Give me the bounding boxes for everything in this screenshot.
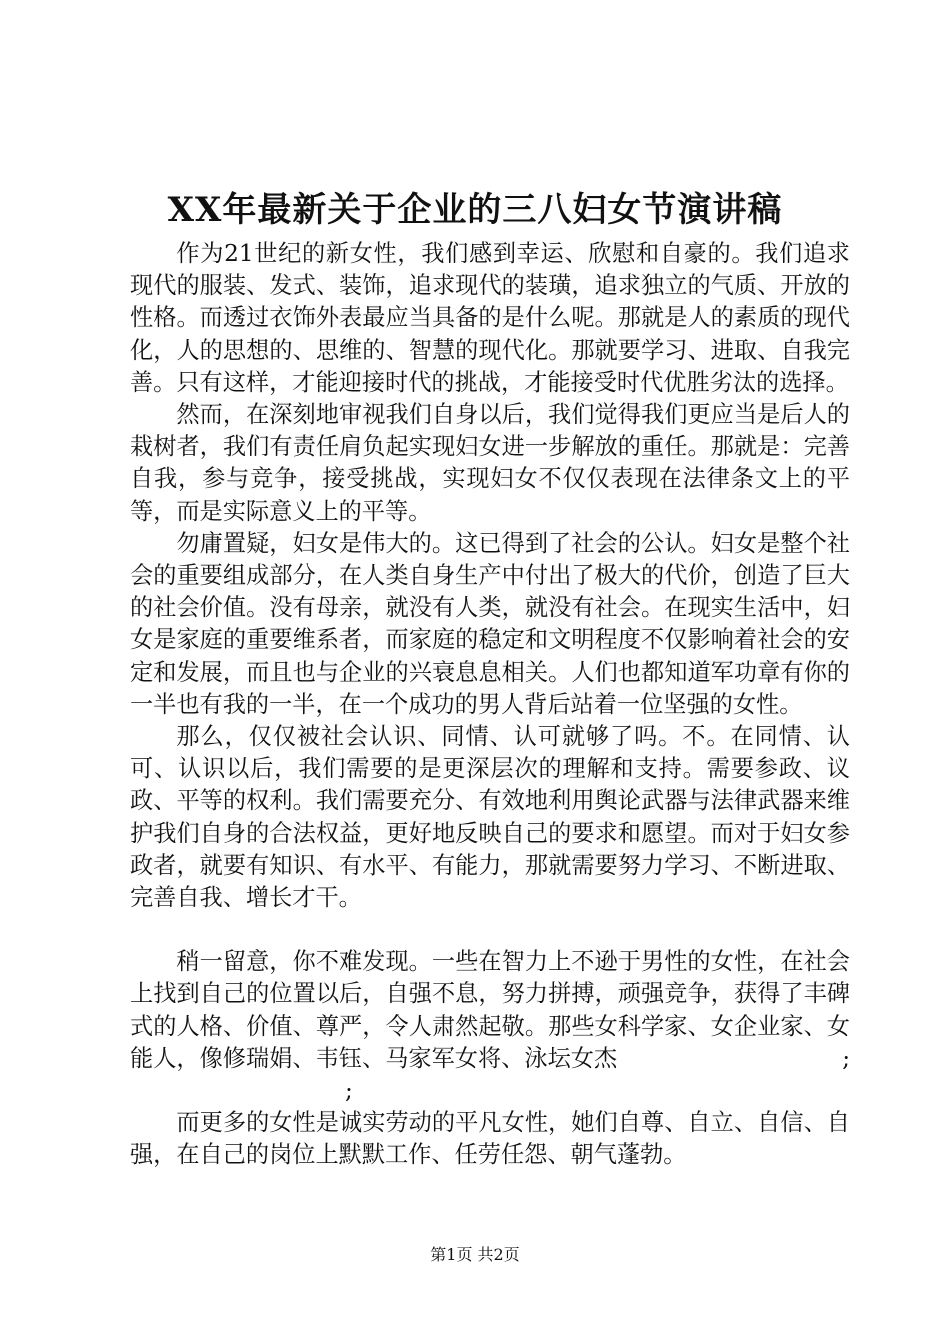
paragraph-5-text: 稍一留意，你不难发现。一些在智力上不逊于男性的女性，在社会上找到自己的位置以后，自强不息，努力拼搏，顽强竞争，获得了丰碑式的人格、价值、尊严，令人肃然起敬。那些女科学家、女企业家、女能人，像修瑞娟、韦钰、马家军女将、泳坛女杰 <box>130 948 850 1072</box>
paragraph-2: 然而，在深刻地审视我们自身以后，我们觉得我们更应当是后人的栽树者，我们有责任肩负起实现妇女进一步解放的重任。那就是：完善自我，参与竞争，接受挑战，实现妇女不仅仅表现在法律条文上的平等，而是实际意义上的平等。 <box>130 401 850 525</box>
paragraph-6: 而更多的女性是诚实劳动的平凡女性，她们自尊、自立、自信、自强，在自己的岗位上默默工作、任劳任怨、朝气蓬勃。 <box>130 1109 850 1169</box>
paragraph-3: 勿庸置疑，妇女是伟大的。这已得到了社会的公认。妇女是整个社会的重要组成部分，在人类自身生产中付出了极大的代价，创造了巨大的社会价值。没有母亲，就没有人类，就没有社会。在现实生活中，妇女是家庭的重要维系者，而家庭的稳定和文明程度不仅影响着社会的安定和发展，而且也与企业的兴衰息息相关。人们也都知道军功章有你的一半也有我的一半，在一个成功的男人背后站着一位坚强的女性。 <box>130 529 850 718</box>
document-body <box>130 238 850 1172</box>
page-footer: 第1页 共2页 <box>430 1245 520 1264</box>
semicolon-mark-2: ; <box>345 1077 353 1105</box>
document-title: XX年最新关于企业的三八妇女节演讲稿 <box>167 190 783 230</box>
paragraph-4: 那么，仅仅被社会认识、同情、认可就够了吗。不。在同情、认可、认识以后，我们需要的是更深层次的理解和支持。需要参政、议政、平等的权利。我们需要充分、有效地利用舆论武器与法律武器来维护我们自身的合法权益，更好地反映自己的要求和愿望。而对于妇女参政者，就要有知识、有水平、有能力，那就需要努力学习、不断进取、完善自我、增长才干。 <box>130 723 850 912</box>
paragraph-5 <box>130 946 850 1107</box>
semicolon-mark-1: ; <box>842 1044 850 1072</box>
paragraph-1: 作为21世纪的新女性，我们感到幸运、欣慰和自豪的。我们追求现代的服装、发式、装饰，追求现代的装璜，追求独立的气质、开放的性格。而透过衣饰外表最应当具备的是什么呢。那就是人的素质的现代化，人的思想的、思维的、智慧的现代化。那就要学习、进取、自我完善。只有这样，才能迎接时代的挑战，才能接受时代优胜劣汰的选择。 <box>130 240 850 396</box>
